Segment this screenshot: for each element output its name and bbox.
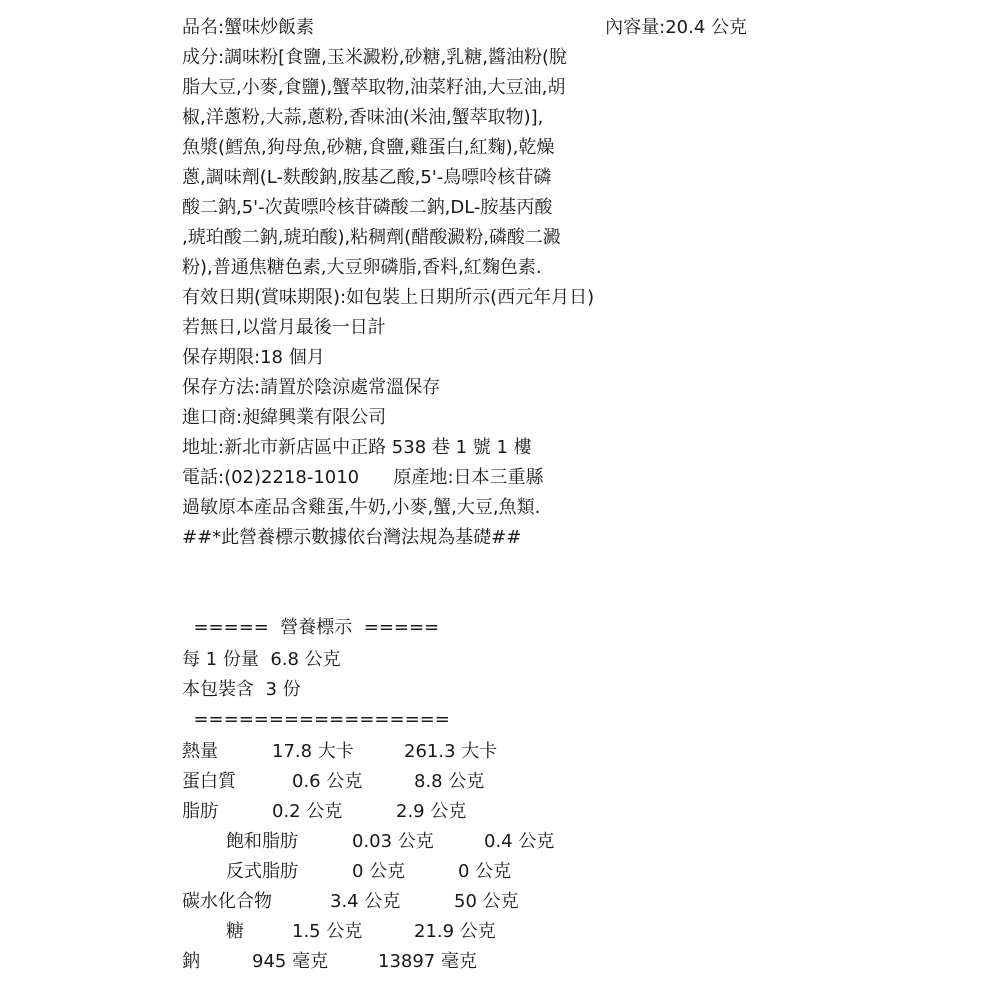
per-serving-value: 17.8 大卡: [272, 741, 354, 762]
per-package-value: 8.8 公克: [414, 771, 485, 792]
per-serving-value: 3.4 公克: [330, 891, 401, 912]
title-row: [182, 16, 747, 40]
ingredients-line: ,琥珀酸二鈉,琥珀酸),粘稠劑(醋酸澱粉,磷酸二澱: [182, 227, 561, 248]
per-serving-value: 0 公克: [352, 861, 406, 882]
ingredients-line: 粉),普通焦糖色素,大豆卵磷脂,香料,紅麴色素.: [182, 257, 542, 278]
ingredients-line: 椒,洋蔥粉,大蒜,蔥粉,香味油(米油,蟹萃取物)],: [182, 107, 544, 128]
per-package-value: 2.9 公克: [396, 801, 467, 822]
regulation-note-line: ##*此營養標示數據依台灣法規為基礎##: [182, 527, 522, 548]
ingredients-line: 脂大豆,小麥,食鹽),蟹萃取物,油菜籽油,大豆油,胡: [182, 77, 566, 98]
ingredients-line: 成分:調味粉[食鹽,玉米澱粉,砂糖,乳糖,醬油粉(脫: [182, 47, 567, 68]
nutrient-label: 蛋白質: [182, 771, 236, 792]
address-line: 地址:新北市新店區中正路 538 巷 1 號 1 樓: [182, 437, 532, 458]
net-content: 內容量:20.4 公克: [605, 17, 747, 38]
importer-line: 進口商:昶緯興業有限公司: [182, 407, 387, 428]
ingredients-line: 蔥,調味劑(L-麩酸鈉,胺基乙酸,5'-鳥嘌呤核苷磷: [182, 167, 552, 188]
per-package-value: 0 公克: [458, 861, 512, 882]
phone-origin-line: 電話:(02)2218-1010 原產地:日本三重縣: [182, 467, 544, 488]
servings-per-package-line: 本包裝含 3 份: [182, 679, 301, 700]
per-package-value: 0.4 公克: [484, 831, 555, 852]
per-package-value: 13897 毫克: [378, 951, 477, 972]
nutrition-header: ===== 營養標示 =====: [182, 617, 440, 638]
serving-size-line: 每 1 份量 6.8 公克: [182, 649, 341, 670]
nutrition-separator: =================: [182, 709, 450, 730]
per-package-value: 261.3 大卡: [404, 741, 498, 762]
ingredients-line: 魚漿(鱈魚,狗母魚,砂糖,食鹽,雞蛋白,紅麴),乾燥: [182, 137, 555, 158]
nutrient-label: 飽和脂肪: [226, 831, 298, 852]
per-serving-value: 0.2 公克: [272, 801, 343, 822]
expiry-date-line: 有效日期(賞味期限):如包裝上日期所示(西元年月日): [182, 287, 595, 308]
per-serving-value: 1.5 公克: [292, 921, 363, 942]
storage-method-line: 保存方法:請置於陰涼處常溫保存: [182, 377, 441, 398]
per-serving-value: 0.6 公克: [292, 771, 363, 792]
shelf-life-line: 保存期限:18 個月: [182, 347, 325, 368]
expiry-note-line: 若無日,以當月最後一日計: [182, 317, 386, 338]
product-name: 品名:蟹味炒飯素: [182, 17, 315, 38]
nutrient-label: 反式脂肪: [226, 861, 298, 882]
nutrient-label: 鈉: [182, 951, 200, 972]
nutrient-label: 糖: [226, 921, 244, 942]
nutrient-label: 熱量: [182, 741, 218, 762]
per-package-value: 50 公克: [454, 891, 519, 912]
allergen-line: 過敏原本產品含雞蛋,牛奶,小麥,蟹,大豆,魚類.: [182, 497, 541, 518]
ingredients-line: 酸二鈉,5'-次黃嘌呤核苷磷酸二鈉,DL-胺基丙酸: [182, 197, 553, 218]
per-package-value: 21.9 公克: [414, 921, 496, 942]
nutrient-label: 脂肪: [182, 801, 218, 822]
per-serving-value: 0.03 公克: [352, 831, 434, 852]
nutrient-label: 碳水化合物: [182, 891, 272, 912]
per-serving-value: 945 毫克: [252, 951, 329, 972]
